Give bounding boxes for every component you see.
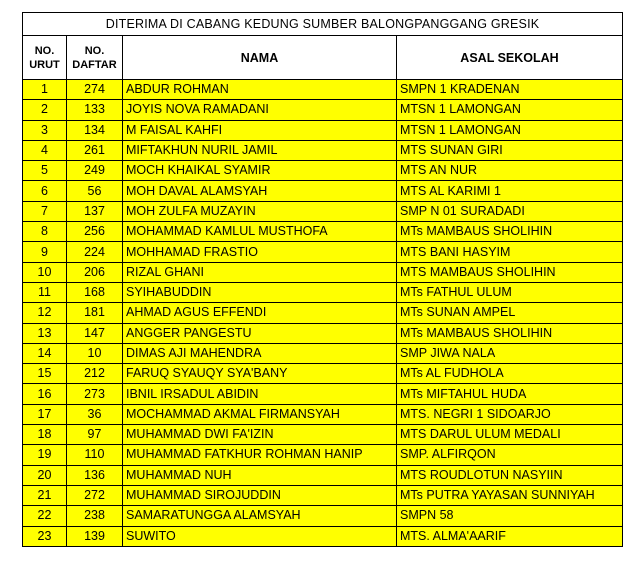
cell-no-urut: 15	[23, 364, 67, 384]
cell-no-urut: 17	[23, 404, 67, 424]
table-row	[23, 404, 623, 424]
cell-no-daftar: 137	[67, 201, 123, 221]
header-no-daftar-line1: NO.	[84, 44, 105, 57]
cell-nama: DIMAS AJI MAHENDRA	[123, 343, 397, 363]
cell-no-daftar: 249	[67, 161, 123, 181]
header-no-daftar	[67, 36, 123, 80]
accepted-students-table	[22, 12, 623, 547]
cell-no-urut: 11	[23, 282, 67, 302]
cell-no-daftar: 36	[67, 404, 123, 424]
cell-nama: MOCH KHAIKAL SYAMIR	[123, 161, 397, 181]
header-asal-sekolah: ASAL SEKOLAH	[397, 36, 623, 80]
cell-asal-sekolah: MTs PUTRA YAYASAN SUNNIYAH	[397, 485, 623, 505]
cell-asal-sekolah: MTS ROUDLOTUN NASYIIN	[397, 465, 623, 485]
table-row	[23, 80, 623, 100]
cell-nama: MUHAMMAD FATKHUR ROHMAN HANIP	[123, 445, 397, 465]
cell-no-daftar: 139	[67, 526, 123, 546]
cell-nama: MOH DAVAL ALAMSYAH	[123, 181, 397, 201]
table-title: DITERIMA DI CABANG KEDUNG SUMBER BALONGPANGGANG GRESIK	[23, 13, 623, 36]
cell-no-urut: 22	[23, 506, 67, 526]
cell-no-urut: 9	[23, 242, 67, 262]
cell-asal-sekolah: SMPN 1 KRADENAN	[397, 80, 623, 100]
cell-nama: ABDUR ROHMAN	[123, 80, 397, 100]
cell-nama: JOYIS NOVA RAMADANI	[123, 100, 397, 120]
cell-no-daftar: 168	[67, 282, 123, 302]
table-row	[23, 425, 623, 445]
table-row	[23, 161, 623, 181]
cell-no-daftar: 256	[67, 222, 123, 242]
table-row	[23, 201, 623, 221]
cell-no-urut: 14	[23, 343, 67, 363]
cell-nama: MUHAMMAD NUH	[123, 465, 397, 485]
table-row	[23, 120, 623, 140]
cell-asal-sekolah: MTSN 1 LAMONGAN	[397, 120, 623, 140]
cell-no-daftar: 274	[67, 80, 123, 100]
cell-no-urut: 19	[23, 445, 67, 465]
table-row	[23, 526, 623, 546]
cell-asal-sekolah: MTS. ALMA'AARIF	[397, 526, 623, 546]
table-row	[23, 181, 623, 201]
cell-no-urut: 18	[23, 425, 67, 445]
cell-asal-sekolah: MTs FATHUL ULUM	[397, 282, 623, 302]
cell-no-urut: 10	[23, 262, 67, 282]
cell-nama: AHMAD AGUS EFFENDI	[123, 303, 397, 323]
cell-asal-sekolah: SMP JIWA NALA	[397, 343, 623, 363]
cell-nama: M FAISAL KAHFI	[123, 120, 397, 140]
cell-asal-sekolah: SMPN 58	[397, 506, 623, 526]
cell-nama: SAMARATUNGGA ALAMSYAH	[123, 506, 397, 526]
table-row	[23, 445, 623, 465]
cell-no-urut: 23	[23, 526, 67, 546]
cell-no-daftar: 136	[67, 465, 123, 485]
cell-no-urut: 8	[23, 222, 67, 242]
cell-asal-sekolah: MTs SUNAN AMPEL	[397, 303, 623, 323]
cell-no-daftar: 110	[67, 445, 123, 465]
cell-nama: SYIHABUDDIN	[123, 282, 397, 302]
cell-no-urut: 2	[23, 100, 67, 120]
cell-no-urut: 13	[23, 323, 67, 343]
cell-nama: MUHAMMAD DWI FA'IZIN	[123, 425, 397, 445]
table-row	[23, 506, 623, 526]
header-no-urut-line1: NO.	[34, 44, 55, 57]
cell-asal-sekolah: MTS MAMBAUS SHOLIHIN	[397, 262, 623, 282]
cell-nama: MOCHAMMAD AKMAL FIRMANSYAH	[123, 404, 397, 424]
cell-no-daftar: 272	[67, 485, 123, 505]
table-row	[23, 364, 623, 384]
cell-no-urut: 4	[23, 140, 67, 160]
table-row	[23, 242, 623, 262]
cell-no-daftar: 147	[67, 323, 123, 343]
cell-nama: MOHAMMAD KAMLUL MUSTHOFA	[123, 222, 397, 242]
table-row	[23, 485, 623, 505]
cell-no-daftar: 134	[67, 120, 123, 140]
registration-sheet	[22, 12, 622, 547]
cell-nama: SUWITO	[123, 526, 397, 546]
cell-nama: MIFTAKHUN NURIL JAMIL	[123, 140, 397, 160]
cell-asal-sekolah: MTs MIFTAHUL HUDA	[397, 384, 623, 404]
table-body	[23, 80, 623, 547]
table-row	[23, 303, 623, 323]
cell-no-daftar: 181	[67, 303, 123, 323]
cell-no-daftar: 224	[67, 242, 123, 262]
cell-no-urut: 6	[23, 181, 67, 201]
table-row	[23, 100, 623, 120]
cell-no-daftar: 133	[67, 100, 123, 120]
cell-nama: MUHAMMAD SIROJUDDIN	[123, 485, 397, 505]
header-no-urut-line2: URUT	[29, 58, 60, 71]
cell-no-daftar: 212	[67, 364, 123, 384]
cell-nama: MOHHAMAD FRASTIO	[123, 242, 397, 262]
cell-no-daftar: 238	[67, 506, 123, 526]
cell-no-urut: 1	[23, 80, 67, 100]
table-row	[23, 384, 623, 404]
cell-nama: MOH ZULFA MUZAYIN	[123, 201, 397, 221]
cell-no-urut: 5	[23, 161, 67, 181]
header-no-daftar-line2: DAFTAR	[72, 58, 117, 71]
cell-asal-sekolah: MTs MAMBAUS SHOLIHIN	[397, 222, 623, 242]
cell-asal-sekolah: SMP N 01 SURADADI	[397, 201, 623, 221]
cell-no-urut: 12	[23, 303, 67, 323]
cell-nama: FARUQ SYAUQY SYA'BANY	[123, 364, 397, 384]
cell-asal-sekolah: MTS BANI HASYIM	[397, 242, 623, 262]
cell-no-daftar: 10	[67, 343, 123, 363]
cell-asal-sekolah: MTS AL KARIMI 1	[397, 181, 623, 201]
cell-asal-sekolah: MTS. NEGRI 1 SIDOARJO	[397, 404, 623, 424]
cell-nama: RIZAL GHANI	[123, 262, 397, 282]
table-row	[23, 282, 623, 302]
cell-no-daftar: 56	[67, 181, 123, 201]
table-row	[23, 262, 623, 282]
cell-no-daftar: 273	[67, 384, 123, 404]
cell-asal-sekolah: MTSN 1 LAMONGAN	[397, 100, 623, 120]
cell-no-urut: 21	[23, 485, 67, 505]
table-row	[23, 323, 623, 343]
cell-nama: ANGGER PANGESTU	[123, 323, 397, 343]
cell-asal-sekolah: MTS SUNAN GIRI	[397, 140, 623, 160]
cell-no-urut: 3	[23, 120, 67, 140]
cell-no-urut: 20	[23, 465, 67, 485]
cell-no-urut: 16	[23, 384, 67, 404]
table-row	[23, 465, 623, 485]
cell-asal-sekolah: SMP. ALFIRQON	[397, 445, 623, 465]
cell-nama: IBNIL IRSADUL ABIDIN	[123, 384, 397, 404]
cell-no-urut: 7	[23, 201, 67, 221]
cell-no-daftar: 261	[67, 140, 123, 160]
table-row	[23, 222, 623, 242]
header-nama: NAMA	[123, 36, 397, 80]
header-no-urut	[23, 36, 67, 80]
cell-asal-sekolah: MTs AL FUDHOLA	[397, 364, 623, 384]
cell-no-daftar: 97	[67, 425, 123, 445]
cell-no-daftar: 206	[67, 262, 123, 282]
table-row	[23, 343, 623, 363]
cell-asal-sekolah: MTS AN NUR	[397, 161, 623, 181]
cell-asal-sekolah: MTs MAMBAUS SHOLIHIN	[397, 323, 623, 343]
table-row	[23, 140, 623, 160]
cell-asal-sekolah: MTS DARUL ULUM MEDALI	[397, 425, 623, 445]
